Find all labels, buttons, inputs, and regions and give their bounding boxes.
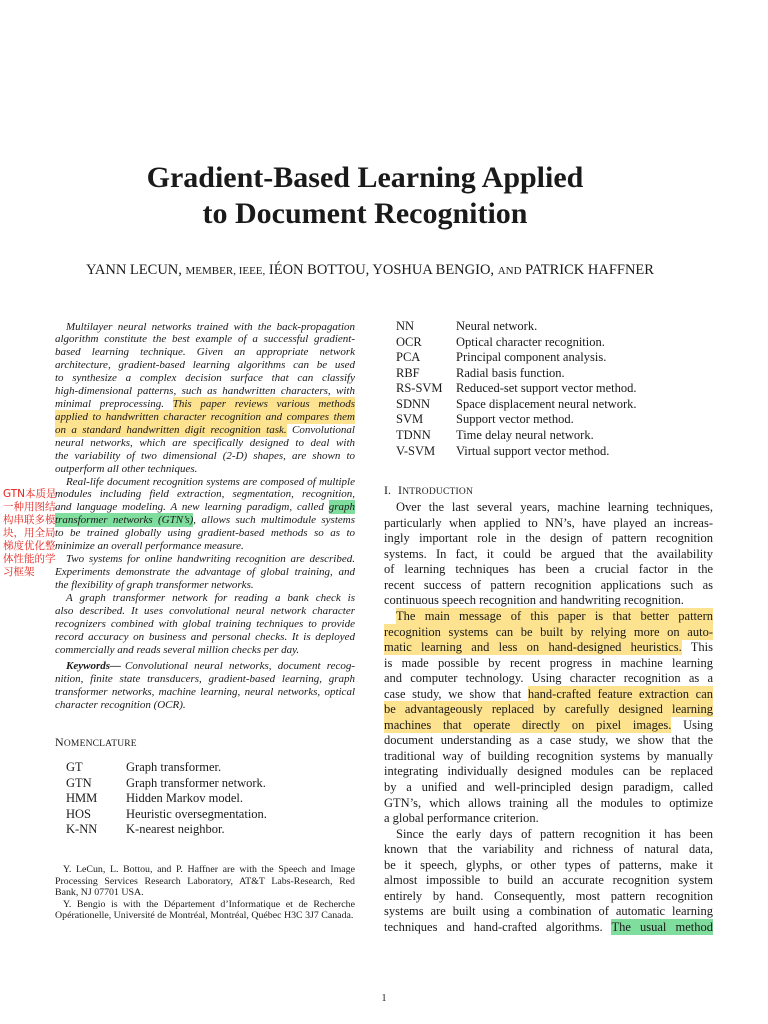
- text-line: [55, 398, 355, 411]
- author-conjunction: AND: [497, 265, 522, 277]
- paragraph: [55, 321, 355, 476]
- yellow-highlight: recognition systems can be built by relying more on auto-: [384, 624, 713, 639]
- text-line: [384, 796, 713, 812]
- text-line: [55, 463, 355, 476]
- text-line: [384, 609, 713, 625]
- line-text: Opérationelle, Université de Montréal, Montréal, Québec H3C 3J7 Canada.: [55, 910, 354, 921]
- keywords-paragraph: [55, 660, 355, 712]
- line-text: nition, finite state transducers, gradient-based learning, graph: [55, 673, 355, 686]
- text-line: [384, 920, 713, 936]
- line-text: based learning technique. Given an appropriate network: [55, 346, 355, 359]
- nomenclature-entry: [66, 807, 356, 823]
- text-line: [384, 889, 713, 905]
- text-line: [384, 904, 713, 920]
- text-line: [384, 811, 713, 827]
- nomenclature-entry: [66, 776, 356, 792]
- line-text: be it speech, glyphs, or other types of patterns, make it: [384, 857, 713, 872]
- line-text: Y. Bengio is with the Département d’Informatique et de Recherche: [63, 898, 355, 910]
- line-text: transformer networks, machine learning, neural networks, optical: [55, 686, 355, 699]
- nomenclature-definition: Space displacement neural network.: [456, 396, 637, 411]
- nomenclature-abbreviation: RBF: [396, 365, 420, 380]
- nomenclature-entry: [396, 444, 713, 460]
- nomenclature-abbreviation: TDNN: [396, 428, 431, 443]
- line-text: is made possible by recent progress in machine learning: [384, 655, 713, 670]
- nomenclature-abbreviation: SVM: [396, 412, 424, 427]
- nomenclature-definition: Neural network.: [456, 319, 538, 334]
- text-line: [55, 699, 355, 712]
- line-text: traditional way of building recognition systems by manually: [384, 748, 713, 763]
- green-highlight: The usual method: [611, 919, 713, 934]
- text-line: [384, 562, 713, 578]
- line-text: modules including field extraction, segmentation, recognition,: [55, 488, 355, 501]
- author-name: YOSHUA BENGIO,: [372, 262, 495, 278]
- author-name: IÉON BOTTOU,: [268, 262, 370, 278]
- text-line: [55, 488, 355, 501]
- text-line: [55, 411, 355, 424]
- yellow-highlight: on a standard handwritten digit recognition task.: [55, 423, 287, 436]
- text-line: [55, 333, 355, 346]
- text-line: [55, 437, 355, 450]
- text-line: [55, 359, 355, 372]
- line-text: Over the last several years, machine learning techniques,: [396, 500, 713, 515]
- line-text: the flexibility of graph transformer networks.: [55, 578, 254, 591]
- line-text: of learning techniques has been a crucial factor in the: [384, 562, 713, 577]
- line-text: known that the variability and richness of natural data,: [384, 842, 713, 857]
- line-text: minimal preprocessing.: [55, 398, 173, 411]
- paragraph: [384, 827, 713, 936]
- text-line: [384, 702, 713, 718]
- nomenclature-definition: Hidden Markov model.: [126, 791, 243, 806]
- line-text: also described. It uses convolutional neural network character: [55, 604, 355, 617]
- text-line: [55, 887, 355, 899]
- line-text: high-dimensional patterns, such as handwritten characters, with: [55, 385, 355, 398]
- text-line: [55, 540, 355, 553]
- text-line: [384, 578, 713, 594]
- annotation-line: GTN本质是: [3, 488, 57, 500]
- line-text: particularly when applied to NN’s, have played an increas-: [384, 515, 713, 530]
- title-line: Gradient-Based Learning Applied: [146, 161, 584, 194]
- nomenclature-list-right: [396, 319, 713, 459]
- text-line: [55, 450, 355, 463]
- line-text: Convolutional: [286, 423, 355, 436]
- line-text: almost impossible to build an accurate recognition system: [384, 873, 713, 888]
- yellow-highlight: applied to handwritten character recognition and compares them: [55, 410, 355, 423]
- text-line: [384, 547, 713, 563]
- author-affiliation-footnote: [55, 864, 355, 922]
- section-heading: [384, 483, 473, 499]
- line-text: document understanding as a case study, we show that the: [384, 733, 713, 748]
- line-text: minimize an overall performance measure.: [55, 540, 244, 553]
- nomenclature-heading-text: NOMENCLATURE: [55, 735, 137, 749]
- line-text: Processing Services Research Laboratory, AT&T Labs-Research, Red: [55, 875, 355, 887]
- line-text: and language modeling. A new learning paradigm, called: [55, 501, 329, 514]
- line-text: recognizers combined with global training techniques to provide: [55, 617, 355, 630]
- nomenclature-abbreviation: V-SVM: [396, 443, 436, 458]
- line-text: the variability of two dimensional (2-D) shapes, are shown to: [55, 449, 355, 462]
- nomenclature-entry: [396, 381, 713, 397]
- title-line: to Document Recognition: [202, 197, 528, 230]
- line-text: , allows such multimodule systems: [193, 514, 356, 527]
- yellow-highlight: machines that operate directly on pixel images.: [384, 717, 672, 732]
- nomenclature-heading: [55, 735, 137, 751]
- line-text: outperform all other techniques.: [55, 462, 198, 475]
- text-line: [55, 910, 355, 922]
- line-text: entirely by hand. Consequently, most pattern recognition: [384, 888, 713, 903]
- line-text: to be trained globally using gradient-based methods so as to: [55, 527, 355, 540]
- nomenclature-abbreviation: NN: [396, 319, 415, 334]
- nomenclature-entry: [396, 319, 713, 335]
- introduction-body: [384, 500, 713, 935]
- handwritten-margin-annotation: [3, 488, 57, 579]
- line-text: by a unified and well-principled design paradigm, called: [384, 780, 713, 795]
- line-text: Since the early days of pattern recognition it has been: [396, 826, 713, 841]
- line-text: continuous speech recognition and handwriting recognition.: [384, 593, 684, 608]
- text-line: [384, 625, 713, 641]
- nomenclature-abbreviation: GTN: [66, 775, 92, 790]
- nomenclature-definition: Heuristic oversegmentation.: [126, 806, 267, 821]
- nomenclature-entry: [396, 412, 713, 428]
- text-line: [55, 579, 355, 592]
- line-text: to synthesize a complex decision surface that can classify: [55, 372, 355, 385]
- nomenclature-abbreviation: SDNN: [396, 396, 431, 411]
- text-line: [384, 718, 713, 734]
- text-line: [384, 640, 713, 656]
- yellow-highlight: The main message of this paper is that better pattern: [396, 609, 713, 624]
- nomenclature-definition: Virtual support vector method.: [456, 443, 610, 458]
- nomenclature-abbreviation: RS-SVM: [396, 381, 443, 396]
- line-text: Experiments demonstrate the advantage of global training, and: [55, 566, 355, 579]
- nomenclature-abbreviation: HOS: [66, 806, 92, 821]
- text-line: [55, 321, 355, 334]
- author-name: YANN LECUN,: [86, 262, 182, 278]
- nomenclature-definition: Principal component analysis.: [456, 350, 607, 365]
- text-line: [55, 372, 355, 385]
- nomenclature-abbreviation: K-NN: [66, 822, 98, 837]
- text-line: [384, 671, 713, 687]
- nomenclature-entry: [396, 350, 713, 366]
- nomenclature-entry: [66, 760, 356, 776]
- nomenclature-definition: Graph transformer network.: [126, 775, 266, 790]
- nomenclature-abbreviation: PCA: [396, 350, 421, 365]
- page-number: 1: [381, 993, 387, 1004]
- line-text: a global performance criterion.: [384, 811, 539, 826]
- text-line: [384, 749, 713, 765]
- nomenclature-definition: Support vector method.: [456, 412, 574, 427]
- section-number: I.: [384, 483, 391, 497]
- paragraph: [384, 500, 713, 609]
- annotation-line: 梯度优化整: [3, 540, 56, 552]
- text-line: [384, 500, 713, 516]
- nomenclature-entry: [66, 791, 356, 807]
- text-line: [384, 687, 713, 703]
- annotation-line: 习框架: [3, 566, 35, 578]
- nomenclature-entry: [396, 366, 713, 382]
- paragraph: [55, 592, 355, 657]
- line-text: and computer technology. Using character recognition as a: [384, 671, 713, 686]
- nomenclature-definition: Graph transformer.: [126, 760, 222, 775]
- paragraph: [55, 899, 355, 922]
- line-text: neural networks, which are specifically designed to deal with: [55, 436, 355, 449]
- text-line: [55, 673, 355, 686]
- text-line: [55, 686, 355, 699]
- line-text: recent success of pattern recognition applications such as: [384, 577, 713, 592]
- text-line: [55, 424, 355, 437]
- paragraph: [55, 864, 355, 899]
- line-text: commercially and reads several million checks per day.: [55, 643, 300, 656]
- text-line: [55, 514, 355, 527]
- paragraph: [55, 476, 355, 554]
- yellow-highlight: be advantageously replaced by carefully designed learning: [384, 702, 713, 717]
- text-line: [384, 531, 713, 547]
- text-line: [55, 660, 355, 673]
- author-name: PATRICK HAFFNER: [525, 262, 654, 278]
- line-text: Multilayer neural networks trained with the back-propagation: [66, 320, 355, 333]
- line-text: techniques and hand-crafted algorithms.: [384, 919, 612, 934]
- text-line: [55, 527, 355, 540]
- nomenclature-definition: Time delay neural network.: [456, 428, 594, 443]
- text-line: [55, 864, 355, 876]
- line-text: Real-life document recognition systems are composed of multiple: [66, 475, 355, 488]
- text-line: [55, 553, 355, 566]
- line-text: systems. In fact, it could be argued that the availability: [384, 546, 713, 561]
- yellow-highlight: matic learning and less on hand-designed heuristics.: [384, 640, 682, 655]
- line-text: Bank, NJ 07701 USA.: [55, 887, 144, 898]
- line-text: architecture, gradient-based learning algorithms can be used: [55, 359, 355, 372]
- keywords-label: Keywords—: [66, 660, 121, 673]
- line-text: Using: [671, 717, 713, 732]
- text-line: [384, 780, 713, 796]
- line-text: Convolutional neural networks, document recog-: [125, 660, 355, 673]
- line-text: This: [681, 640, 713, 655]
- nomenclature-entry: [396, 428, 713, 444]
- line-text: character recognition (OCR).: [55, 699, 186, 712]
- line-text: systems are built using a combination of automatic learning: [384, 904, 713, 919]
- text-line: [55, 605, 355, 618]
- text-line: [55, 618, 355, 631]
- line-text: ingly important role in the design of pattern recognition: [384, 531, 713, 546]
- nomenclature-definition: Reduced-set support vector method.: [456, 381, 637, 396]
- line-text: case study, we show that: [384, 686, 528, 701]
- text-line: [384, 516, 713, 532]
- nomenclature-abbreviation: GT: [66, 760, 83, 775]
- annotation-line: 块，用全局: [3, 527, 56, 539]
- line-text: Two systems for online handwriting recognition are described.: [66, 553, 355, 566]
- text-line: [55, 876, 355, 888]
- text-line: [55, 592, 355, 605]
- annotation-line: 构串联多模: [3, 514, 56, 526]
- text-line: [55, 644, 355, 657]
- author-line: [55, 261, 685, 280]
- paragraph: [384, 609, 713, 827]
- nomenclature-definition: Optical character recognition.: [456, 334, 605, 349]
- green-highlight: transformer networks (GTN’s): [55, 514, 194, 527]
- line-text: Y. LeCun, L. Bottou, and P. Haffner are with the Speech and Image: [63, 864, 355, 875]
- paragraph: [55, 553, 355, 592]
- line-text: A graph transformer network for reading a bank check is: [66, 591, 355, 604]
- text-line: [384, 827, 713, 843]
- text-line: [55, 346, 355, 359]
- yellow-highlight: This paper reviews various methods: [172, 398, 355, 411]
- text-line: [384, 656, 713, 672]
- nomenclature-definition: Radial basis function.: [456, 365, 565, 380]
- text-line: [384, 764, 713, 780]
- line-text: GTN’s, which allows training all the modules to optimize: [384, 795, 713, 810]
- text-line: [384, 873, 713, 889]
- text-line: [55, 566, 355, 579]
- nomenclature-list-left: [66, 760, 356, 838]
- nomenclature-abbreviation: HMM: [66, 791, 98, 806]
- nomenclature-definition: K-nearest neighbor.: [126, 822, 225, 837]
- green-highlight: graph: [328, 501, 355, 514]
- abstract: [55, 321, 355, 713]
- section-title: INTRODUCTION: [398, 483, 474, 497]
- nomenclature-abbreviation: OCR: [396, 334, 422, 349]
- line-text: integrating individually designed modules can be replaced: [384, 764, 713, 779]
- nomenclature-entry: [66, 822, 356, 838]
- yellow-highlight: hand-crafted feature extraction can: [527, 686, 713, 701]
- text-line: [384, 858, 713, 874]
- annotation-line: 体性能的学: [3, 553, 56, 565]
- paper-title: [55, 160, 675, 232]
- nomenclature-entry: [396, 397, 713, 413]
- nomenclature-entry: [396, 335, 713, 351]
- annotation-line: 一种用图结: [3, 501, 56, 513]
- text-line: [384, 733, 713, 749]
- text-line: [384, 593, 713, 609]
- text-line: [55, 631, 355, 644]
- text-line: [55, 899, 355, 911]
- author-affiliation-title: MEMBER, IEEE,: [185, 265, 266, 277]
- text-line: [384, 842, 713, 858]
- line-text: record accuracy on business and personal checks. It is deployed: [55, 630, 355, 643]
- text-line: [55, 476, 355, 489]
- line-text: algorithm constitute the best example of a successful gradient-: [55, 333, 355, 346]
